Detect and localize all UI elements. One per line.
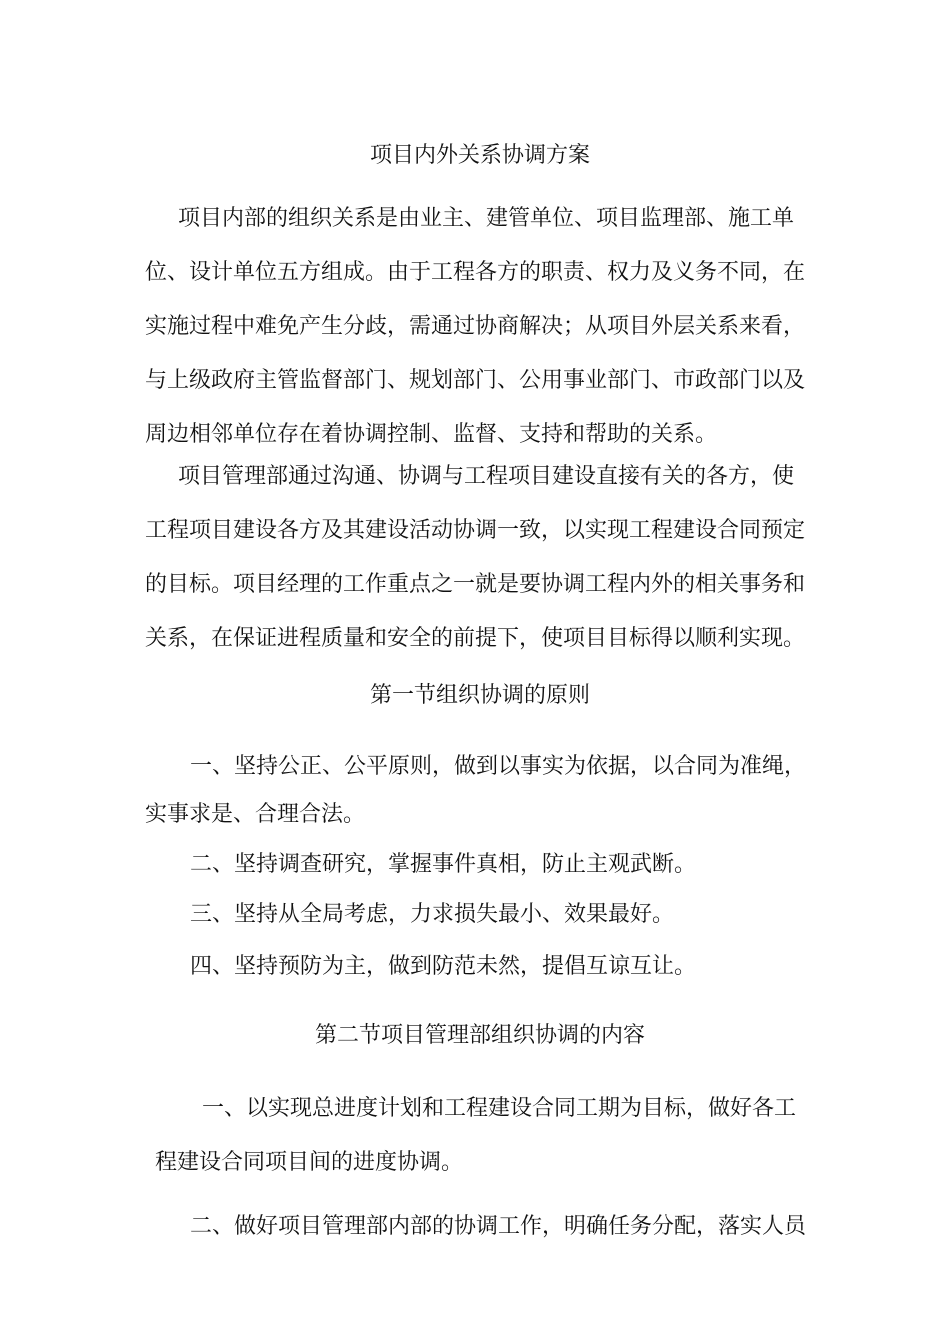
content-item-1-line: 程建设合同项目间的进度协调。	[155, 1150, 464, 1175]
intro-line: 实施过程中难免产生分歧，需通过协商解决；从项目外层关系来看，	[145, 314, 806, 339]
management-line: 的目标。项目经理的工作重点之一就是要协调工程内外的相关事务和	[145, 572, 806, 597]
content-item-1-line: 一、以实现总进度计划和工程建设合同工期为目标，做好各工	[202, 1096, 797, 1121]
intro-paragraph	[145, 192, 825, 462]
document-title: 项目内外关系协调方案	[369, 143, 590, 168]
intro-line: 位、设计单位五方组成。由于工程各方的职责、权力及义务不同，在	[145, 260, 806, 285]
principle-1-line: 一、坚持公正、公平原则，做到以事实为依据，以合同为准绳，	[190, 754, 807, 779]
content-item-2: 二、做好项目管理部内部的协调工作，明确任务分配，落实人员	[190, 1214, 807, 1239]
principle-3: 三、坚持从全局考虑，力求损失最小、效果最好。	[190, 902, 675, 927]
intro-line: 项目内部的组织关系是由业主、建管单位、项目监理部、施工单	[178, 206, 795, 231]
principle-4: 四、坚持预防为主，做到防范未然，提倡互谅互让。	[190, 954, 697, 979]
section2-heading: 第二节项目管理部组织协调的内容	[314, 1023, 645, 1048]
intro-line: 与上级政府主管监督部门、规划部门、公用事业部门、市政部门以及	[145, 368, 806, 393]
management-paragraph	[145, 450, 825, 666]
management-line: 关系，在保证进程质量和安全的前提下，使项目目标得以顺利实现。	[145, 626, 806, 651]
management-line: 工程项目建设各方及其建设活动协调一致，以实现工程建设合同预定	[145, 518, 806, 543]
content-item-1	[145, 1082, 825, 1190]
principle-1-line: 实事求是、合理合法。	[145, 802, 366, 827]
management-line: 项目管理部通过沟通、协调与工程项目建设直接有关的各方，使	[178, 464, 795, 489]
intro-line: 周边相邻单位存在着协调控制、监督、支持和帮助的关系。	[145, 422, 718, 447]
section1-heading: 第一节组织协调的原则	[369, 683, 590, 708]
principle-1	[145, 740, 825, 842]
principle-2: 二、坚持调查研究，掌握事件真相，防止主观武断。	[190, 852, 697, 877]
